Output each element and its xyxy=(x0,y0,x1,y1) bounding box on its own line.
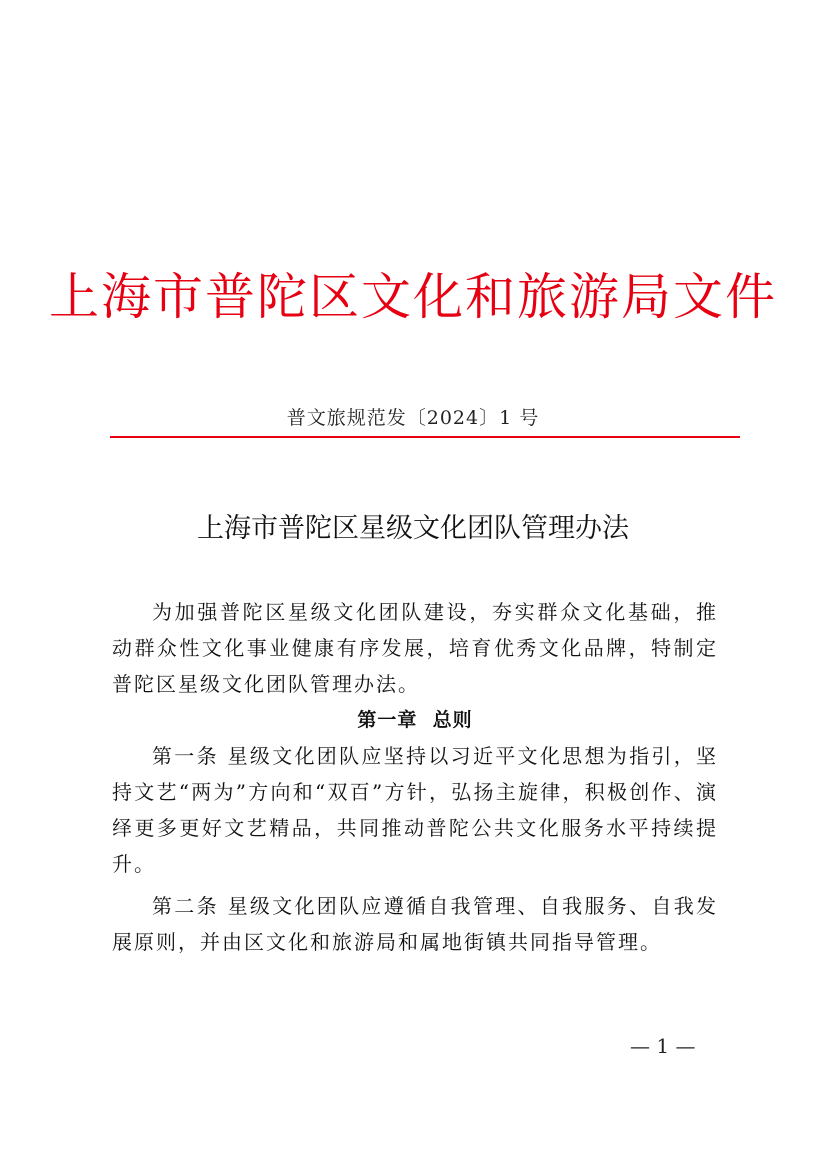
document-title: 上海市普陀区星级文化团队管理办法 xyxy=(197,513,629,544)
chapter-heading: 第一章 总则 xyxy=(357,709,473,731)
article-2: 第二条 星级文化团队应遵循自我管理、自我服务、自我发展原则，并由区文化和旅游局和属地街镇共同指导管理。 xyxy=(112,894,718,954)
article-1: 第一条 星级文化团队应坚持以习近平文化思想为指引，坚持文艺“两为”方向和“双百”方针，弘扬主旋律，积极创作、演绎更多更好文艺精品，共同推动普陀公共文化服务水平持续提升。 xyxy=(112,744,718,876)
page-number: — 1 — xyxy=(630,1034,696,1058)
document-body xyxy=(112,594,718,960)
intro-paragraph: 为加强普陀区星级文化团队建设，夯实群众文化基础，推动群众性文化事业健康有序发展，培育优秀文化品牌，特制定普陀区星级文化团队管理办法。 xyxy=(112,600,718,696)
red-divider-line xyxy=(110,436,740,438)
document-number: 普文旅规范发〔2024〕1 号 xyxy=(286,407,540,429)
document-masthead: 上海市普陀区文化和旅游局文件 xyxy=(49,268,777,326)
